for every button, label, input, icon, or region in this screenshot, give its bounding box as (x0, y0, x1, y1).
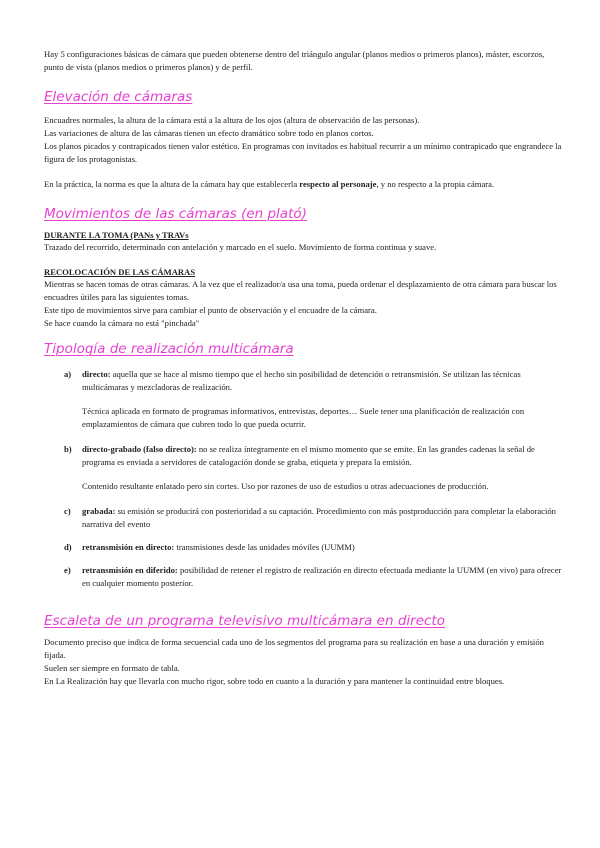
elevacion-p4 (44, 178, 564, 191)
elevacion-p2: Las variaciones de altura de las cámaras tienen un efecto dramático sobre todo en planos cortos. (44, 128, 374, 138)
subheading-durante-toma: DURANTE LA TOMA (PANs y TRAVs (44, 230, 189, 240)
item-text (82, 368, 564, 394)
item-extra: Contenido resultante enlatado pero sin cortes. Uso por razones de uso de estudios u otras adecuaciones de producción. (82, 481, 489, 491)
item-desc: no se realiza íntegramente en el mismo momento que se emite. En las grandes cadenas la señal de programa es enviada a servidores de catalogación donde se graba, etiqueta y prepara la emisión. (82, 444, 535, 467)
tipologia-item-e (64, 564, 564, 590)
item-label: a) (64, 369, 72, 379)
intro-paragraph: Hay 5 configuraciones básicas de cámara que pueden obtenerse dentro del triángulo angular (planos medios o primeros planos), máster, escorzos, punto de vista (planos medios o primeros planos) y de perfil. (44, 49, 545, 72)
escaleta-p2: Suelen ser siempre en formato de tabla. (44, 663, 180, 673)
item-text (82, 541, 564, 554)
elevacion-p1: Encuadres normales, la altura de la cámara está a la altura de los ojos (altura de observación de las personas). (44, 115, 420, 125)
escaleta-p3: En La Realización hay que llevarla con mucho rigor, sobre todo en cuanto a la duración y para mantener la continuidad entre bloques. (44, 676, 505, 686)
item-desc: aquella que se hace al mismo tiempo que el hecho sin posibilidad de detención o retransmisión. Se utilizan las técnicas multicámaras y mezcladoras de realización. (82, 369, 521, 392)
item-term: directo: (82, 369, 111, 379)
recolocacion-p1: Mientras se hacen tomas de otras cámaras. A la vez que el realizador/a usa una toma, pueda ordenar el desplazamiento de otra cámara para buscar los encuadres útiles para las siguientes tomas. (44, 279, 557, 302)
item-extra: Técnica aplicada en formato de programas informativos, entrevistas, deportes… Suele tener una planificación de realización con emplazamientos de cámara que cubren todo lo que pueda ocurrir. (82, 406, 525, 429)
item-term: retransmisión en directo: (82, 542, 175, 552)
item-desc: su emisión se producirá con posterioridad a su captación. Procedimiento con más postproducción para completar la elaboración narrativa del evento (82, 506, 556, 529)
heading-escaleta: Escaleta de un programa televisivo multicámara en directo (44, 613, 445, 629)
item-term: grabada: (82, 506, 116, 516)
item-label: c) (64, 506, 71, 516)
recolocacion-p2: Este tipo de movimientos sirve para cambiar el punto de observación y el encuadre de la cámara. (44, 305, 377, 315)
tipologia-item-a (64, 368, 564, 431)
item-label: b) (64, 444, 72, 454)
escaleta-p1: Documento preciso que indica de forma secuencial cada uno de los segmentos del programa para su realización en base a una duración y emisión fijada. (44, 637, 544, 660)
item-term: directo-grabado (falso directo): (82, 444, 197, 454)
heading-elevacion: Elevación de cámaras (44, 89, 193, 105)
heading-movimientos: Movimientos de las cámaras (en plató) (44, 206, 307, 222)
tipologia-item-d (64, 541, 564, 554)
item-text (82, 505, 564, 531)
elevacion-p3: Los planos picados y contrapicados tienen valor estético. En programas con invitados es habitual recurrir a un mínimo contrapicado que engrandece la figura de los protagonistas. (44, 141, 562, 164)
item-desc: transmisiones desde las unidades móviles (UUMM) (174, 542, 355, 552)
heading-tipologia: Tipología de realización multicámara (44, 341, 294, 357)
item-text (82, 564, 564, 590)
item-text (82, 443, 564, 469)
elevacion-p4-pre: En la práctica, la norma es que la altura de la cámara hay que establecerla (44, 179, 300, 189)
item-term: retransmisión en diferido: (82, 565, 178, 575)
tipologia-item-b (64, 443, 564, 493)
subheading-recolocacion: RECOLOCACIÓN DE LAS CÁMARAS (44, 267, 196, 277)
item-label: d) (64, 542, 72, 552)
item-desc: posibilidad de retener el registro de realización en directo efectuada mediante la UUMM (en vivo) para ofrecer en cualquier momento posterior. (82, 565, 562, 588)
recolocacion-p3: Se hace cuando la cámara no está "pinchada" (44, 318, 200, 328)
tipologia-item-c (64, 505, 564, 531)
elevacion-p4-bold: respecto al personaje (299, 179, 377, 189)
document-page (44, 48, 564, 688)
elevacion-p4-post: , y no respecto a la propia cámara. (376, 179, 495, 189)
durante-toma-text: Trazado del recorrido, determinado con antelación y marcado en el suelo. Movimiento de forma continua y suave. (44, 242, 437, 252)
item-label: e) (64, 565, 71, 575)
